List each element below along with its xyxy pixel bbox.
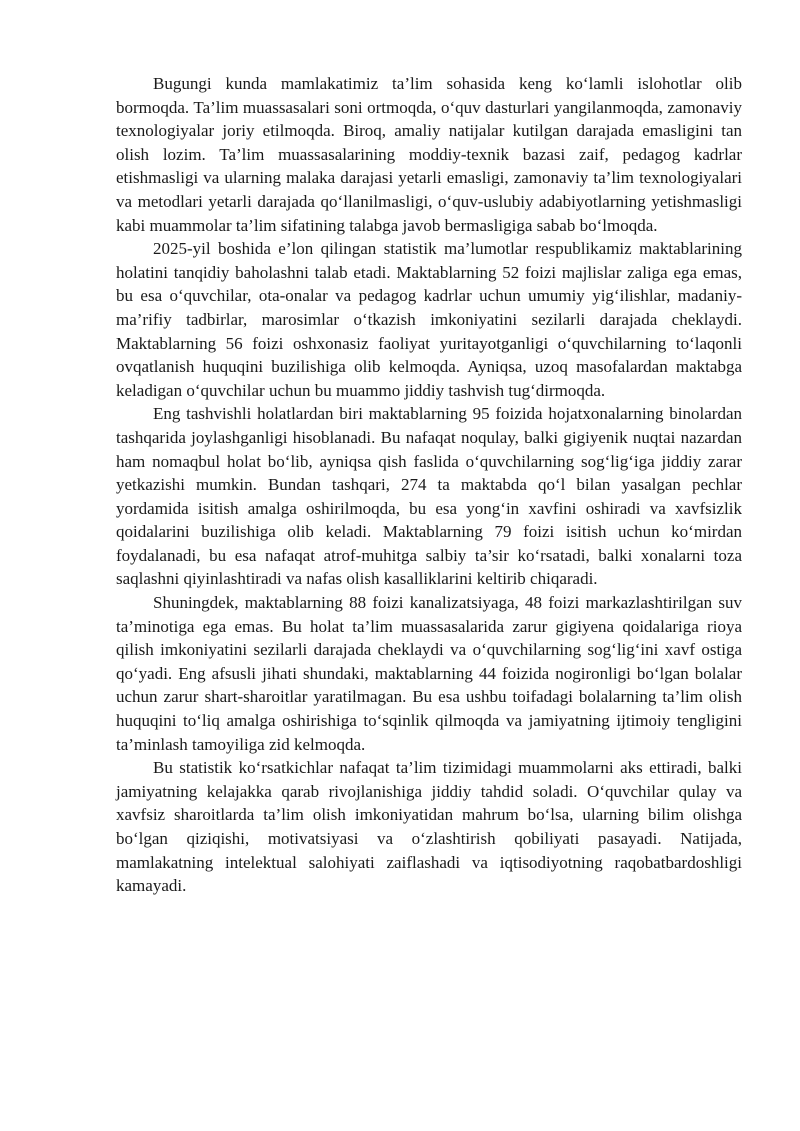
paragraph-2: 2025-yil boshida e’lon qilingan statistik ma’lumotlar respublikamiz maktablarining holatini tanqidiy baholashni talab etadi. Maktablarning 52 foizi majlislar zaliga ega emas, bu esa o‘quvchilar, ota-onalar va pedagog kadrlar uchun umumiy yig‘ilishlar, madaniy-ma’rifiy tadbirlar, marosimlar o‘tkazish imkoniyatini sezilarli darajada cheklaydi. Maktablarning 56 foizi oshxonasiz faoliyat yuritayotganligi o‘quvchilarning to‘laqonli ovqatlanish huquqini buzilishiga olib kelmoqda. Ayniqsa, uzoq masofalardan maktabga keladigan o‘quvchilar uchun bu muammo jiddiy tashvish tug‘dirmoqda. <box>116 239 742 400</box>
paragraph-4: Shuningdek, maktablarning 88 foizi kanalizatsiyaga, 48 foizi markazlashtirilgan suv ta’minotiga ega emas. Bu holat ta’lim muassasalarida zarur gigiyena qoidalariga rioya qilish imkoniyatini sezilarli darajada cheklaydi va o‘quvchilarning sog‘lig‘ini xavf ostiga qo‘yadi. Eng afsusli jihati shundaki, maktablarning 44 foizida nogironligi bo‘lgan bolalar uchun zarur shart-sharoitlar yaratilmagan. Bu esa ushbu toifadagi bolalarning ta’lim olish huquqini to‘liq amalga oshirishiga to‘sqinlik qilmoqda va jamiyatning ijtimoiy tengligini ta’minlash tamoyiliga zid kelmoqda. <box>116 593 742 754</box>
paragraph-5: Bu statistik ko‘rsatkichlar nafaqat ta’lim tizimidagi muammolarni aks ettiradi, balki jamiyatning kelajakka qarab rivojlanishiga jiddiy tahdid soladi. O‘quvchilar qulay va xavfsiz sharoitlarda ta’lim olish imkoniyatidan mahrum bo‘lsa, ularning bilim olishga bo‘lgan qiziqishi, motivatsiyasi va o‘zlashtirish qobiliyati pasayadi. Natijada, mamlakatning intelektual salohiyati zaiflashadi va iqtisodiyotning raqobatbardoshligi kamayadi. <box>116 758 742 896</box>
document-page <box>116 72 742 898</box>
paragraph-3: Eng tashvishli holatlardan biri maktablarning 95 foizida hojatxonalarning binolardan tashqarida joylashganligi hisoblanadi. Bu nafaqat noqulay, balki gigiyenik nuqtai nazardan ham nomaqbul holat bo‘lib, ayniqsa qish faslida o‘quvchilarning sog‘lig‘iga jiddiy zarar yetkazishi mumkin. Bundan tashqari, 274 ta maktabda qo‘l bilan yasalgan pechlar yordamida isitish amalga oshirilmoqda, bu esa yong‘in xavfini oshiradi va xavfsizlik qoidalarini buzilishiga olib keladi. Maktablarning 79 foizi isitish uchun ko‘mirdan foydalanadi, bu esa nafaqat atrof-muhitga salbiy ta’sir ko‘rsatadi, balki xonalarni toza saqlashni qiyinlashtiradi va nafas olish kasalliklarini keltirib chiqaradi. <box>116 404 742 589</box>
paragraph-1: Bugungi kunda mamlakatimiz ta’lim sohasida keng ko‘lamli islohotlar olib bormoqda. Ta’lim muassasalari soni ortmoqda, o‘quv dasturlari yangilanmoqda, zamonaviy texnologiyalar joriy etilmoqda. Biroq, amaliy natijalar kutilgan darajada emasligini tan olish lozim. Ta’lim muassasalarining moddiy-texnik bazasi zaif, pedagog kadrlar etishmasligi va ularning malaka darajasi yetarli emasligi, zamonaviy ta’lim texnologiyalari va metodlari yetarli darajada qo‘llanilmasligi, o‘quv-uslubiy adabiyotlarning yetishmasligi kabi muammolar ta’lim sifatining talabga javob bermasligiga sabab bo‘lmoqda. <box>116 74 742 235</box>
